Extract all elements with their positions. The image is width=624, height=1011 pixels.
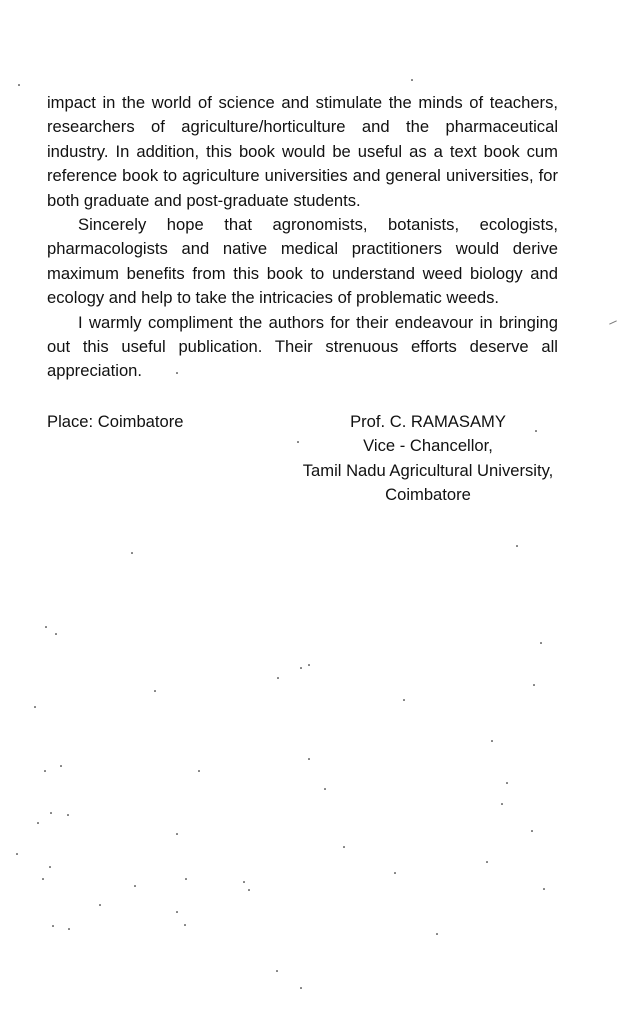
scan-speck	[540, 642, 542, 644]
signatory-name: Prof. C. RAMASAMY	[350, 412, 506, 431]
scan-speck	[243, 881, 245, 883]
signature-block	[296, 410, 560, 508]
scan-speck	[308, 664, 310, 666]
scan-speck	[131, 552, 133, 554]
scan-speck	[44, 770, 46, 772]
scan-speck	[531, 830, 533, 832]
scan-speck	[176, 372, 178, 374]
scan-speck	[501, 803, 503, 805]
scan-speck	[18, 84, 20, 86]
scan-speck	[248, 889, 250, 891]
scan-speck	[535, 430, 537, 432]
signatory-city: Coimbatore	[385, 485, 471, 505]
scan-speck	[68, 928, 70, 930]
scan-speck	[394, 872, 396, 874]
scan-speck	[184, 924, 186, 926]
scan-speck	[403, 699, 405, 701]
scan-speck	[52, 925, 54, 927]
scan-speck	[45, 626, 47, 628]
scan-speck	[533, 684, 535, 686]
scan-speck	[506, 782, 508, 784]
scan-speck	[134, 885, 136, 887]
scan-speck	[60, 765, 62, 767]
scan-speck	[343, 846, 345, 848]
scan-speck	[411, 79, 413, 81]
scan-speck	[324, 788, 326, 790]
scan-speck	[297, 441, 299, 443]
scan-speck	[42, 878, 44, 880]
scan-speck	[436, 933, 438, 935]
scan-speck	[516, 545, 518, 547]
scan-speck	[276, 970, 278, 972]
scan-speck	[154, 690, 156, 692]
scan-speck	[609, 320, 617, 324]
scan-speck	[67, 814, 69, 816]
scan-speck	[543, 888, 545, 890]
signatory-title: Vice - Chancellor,	[363, 436, 493, 456]
scan-speck	[300, 987, 302, 989]
scan-speck	[491, 740, 493, 742]
scan-speck	[50, 812, 52, 814]
paragraph-compliment: I warmly compliment the authors for their endeavour in bringing out this useful publication. Their strenuous efforts deserve all appreciation.	[47, 312, 558, 381]
place-line: Place: Coimbatore	[47, 412, 184, 431]
paragraph-impact: impact in the world of science and stimulate the minds of teachers, researchers of agriculture/horticulture and the pharmaceutical industry. In addition, this book would be useful as a text book cum reference book to agriculture universities and general universities, for both graduate and post-graduate students.	[47, 93, 558, 210]
scan-speck	[37, 822, 39, 824]
foreword-body	[47, 91, 558, 384]
signatory-institution: Tamil Nadu Agricultural University,	[302, 460, 554, 480]
scan-speck	[49, 866, 51, 868]
scan-speck	[198, 770, 200, 772]
scan-speck	[300, 667, 302, 669]
scan-speck	[185, 878, 187, 880]
scan-speck	[277, 677, 279, 679]
scan-speck	[16, 853, 18, 855]
scan-speck	[176, 833, 178, 835]
scan-speck	[99, 904, 101, 906]
scan-speck	[486, 861, 488, 863]
paragraph-sincerely-hope: Sincerely hope that agronomists, botanists, ecologists, pharmacologists and native medical practitioners would derive maximum benefits from this book to understand weed biology and ecology and help to take the intricacies of problematic weeds.	[47, 215, 558, 308]
scan-speck	[176, 911, 178, 913]
scan-speck	[308, 758, 310, 760]
scan-speck	[55, 633, 57, 635]
scan-speck	[34, 706, 36, 708]
